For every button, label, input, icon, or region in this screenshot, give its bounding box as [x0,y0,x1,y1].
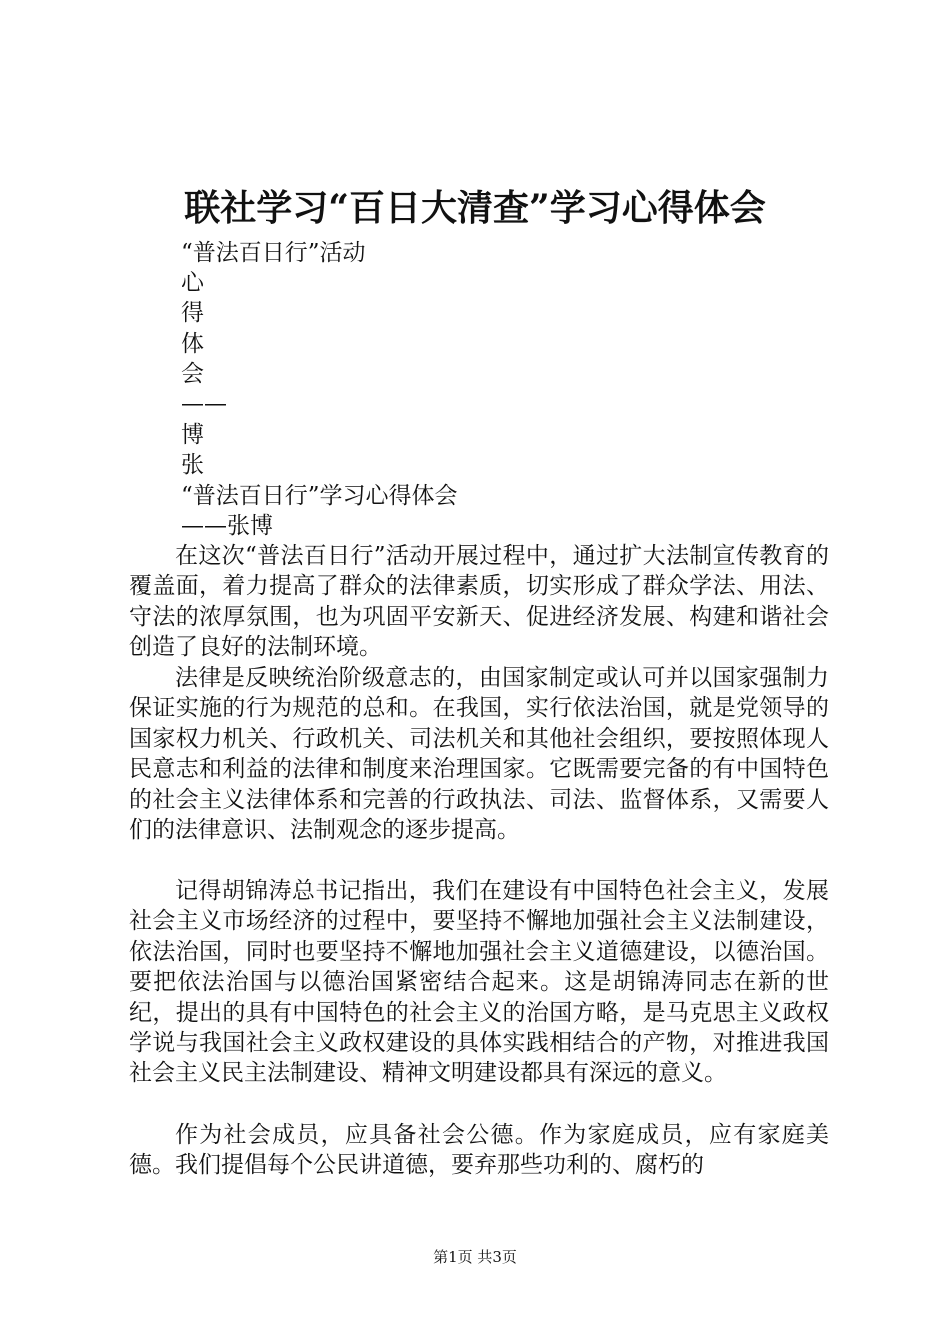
vertical-char-line: 体 [181,331,204,357]
body-paragraph: 法律是反映统治阶级意志的，由国家制定或认可并以国家强制力保证实施的行为规范的总和。在我国，实行依法治国，就是党领导的国家权力机关、行政机关、司法机关和其他社会组织，要按照体现人民意志和利益的法律和制度来治理国家。它既需要完备的有中国特色的社会主义法律体系和完善的行政执法、司法、监督体系，又需要人们的法律意识、法制观念的逐步提高。 [129,665,829,844]
vertical-char-line: 会 [181,361,204,387]
subheading-line: “普法百日行”学习心得体会 [181,483,458,509]
vertical-char-line: 得 [181,300,204,326]
body-paragraph: 作为社会成员，应具备社会公德。作为家庭成员，应有家庭美德。我们提倡每个公民讲道德，要弃那些功利的、腐朽的 [129,1122,829,1179]
dash-line: —— [181,391,227,417]
subtitle-line: “普法百日行”活动 [181,240,366,266]
author-line: ——张博 [181,513,273,539]
body-paragraph: 记得胡锦涛总书记指出，我们在建设有中国特色社会主义，发展社会主义市场经济的过程中，要坚持不懈地加强社会主义法制建设，依法治国，同时也要坚持不懈地加强社会主义道德建设，以德治国。要把依法治国与以德治国紧密结合起来。这是胡锦涛同志在新的世纪，提出的具有中国特色的社会主义的治国方略，是马克思主义政权学说与我国社会主义政权建设的具体实践相结合的产物，对推进我国社会主义民主法制建设、精神文明建设都具有深远的意义。 [129,878,829,1087]
page-footer: 第1页 共3页 [433,1248,517,1266]
body-paragraph: 在这次“普法百日行”活动开展过程中，通过扩大法制宣传教育的覆盖面，着力提高了群众的法律素质，切实形成了群众学法、用法、守法的浓厚氛围，也为巩固平安新天、促进经济发展、构建和谐社会创造了良好的法制环境。 [129,543,829,661]
vertical-char-line: 心 [181,270,204,296]
vertical-char-line: 张 [181,452,204,478]
vertical-char-line: 博 [181,422,204,448]
document-title: 联社学习“百日大清查”学习心得体会 [184,187,766,229]
